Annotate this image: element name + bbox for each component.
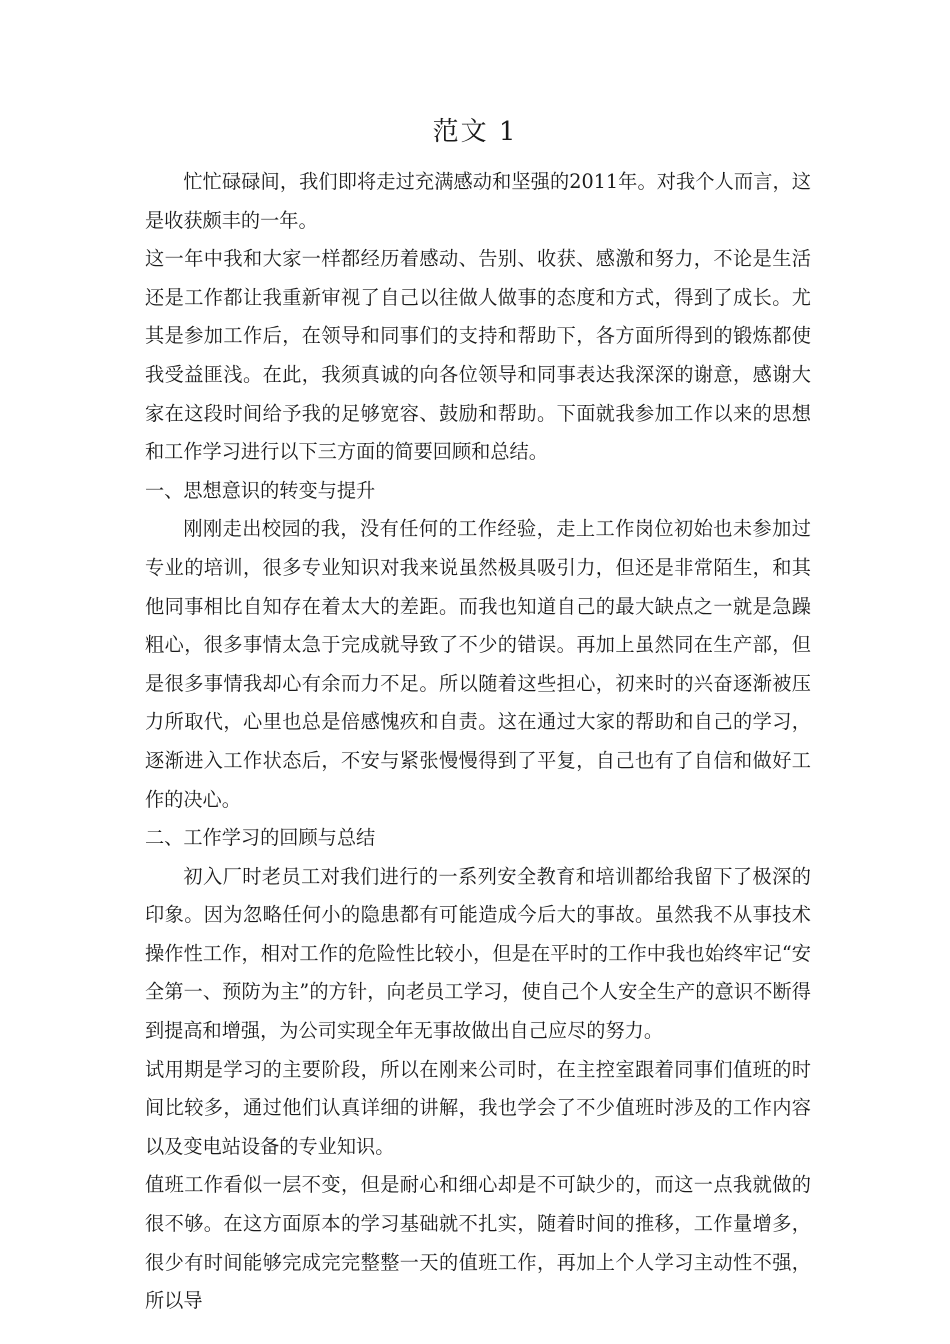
section-heading-mindset: 一、思想意识的转变与提升: [145, 478, 376, 502]
paragraph-year-review: 这一年中我和大家一样都经历着感动、告别、收获、感激和努力，不论是生活还是工作都让我重新审视了自己以往做人做事的态度和方式，得到了成长。尤其是参加工作后，在领导和同事们的支持和帮助下，各方面所得到的锻炼都使我受益匪浅。在此，我须真诚的向各位领导和同事表达我深深的谢意，感谢大家在这段时间给予我的足够宽容、鼓励和帮助。下面就我参加工作以来的思想和工作学习进行以下三方面的简要回顾和总结。: [145, 247, 811, 464]
section-heading-work-study: 二、工作学习的回顾与总结: [145, 826, 376, 850]
paragraph-duty: 值班工作看似一层不变，但是耐心和细心却是不可缺少的，而这一点我就做的很不够。在这方面原本的学习基础就不扎实，随着时间的推移，工作量增多，很少有时间能够完成完完整整一天的值班工作，再加上个人学习主动性不强，所以导: [145, 1173, 811, 1313]
paragraph-safety: 初入厂时老员工对我们进行的一系列安全教育和培训都给我留下了极深的印象。因为忽略任何小的隐患都有可能造成今后大的事故。虽然我不从事技术操作性工作，相对工作的危险性比较小，但是在平时的工作中我也始终牢记“安全第一、预防为主”的方针，向老员工学习，使自己个人安全生产的意识不断得到提高和增强，为公司实现全年无事故做出自己应尽的努力。: [145, 864, 811, 1043]
paragraph-probation: 试用期是学习的主要阶段，所以在刚来公司时，在主控室跟着同事们值班的时间比较多，通过他们认真详细的讲解，我也学会了不少值班时涉及的工作内容以及变电站设备的专业知识。: [145, 1057, 811, 1158]
document-title: 范文 1: [432, 117, 518, 147]
paragraph-mindset: 刚刚走出校园的我，没有任何的工作经验，走上工作岗位初始也未参加过专业的培训，很多专业知识对我来说虽然极具吸引力，但还是非常陌生，和其他同事相比自知存在着太大的差距。而我也知道自己的最大缺点之一就是急躁粗心，很多事情太急于完成就导致了不少的错误。再加上虽然同在生产部，但是很多事情我却心有余而力不足。所以随着这些担心，初来时的兴奋逐渐被压力所取代，心里也总是倍感愧疚和自责。这在通过大家的帮助和自己的学习，逐渐进入工作状态后，不安与紧张慢慢得到了平复，自己也有了自信和做好工作的决心。: [145, 517, 811, 811]
document-body: [145, 163, 811, 1321]
paragraph-intro: 忙忙碌碌间，我们即将走过充满感动和坚强的2011年。对我个人而言，这是收获颇丰的一年。: [145, 170, 811, 232]
